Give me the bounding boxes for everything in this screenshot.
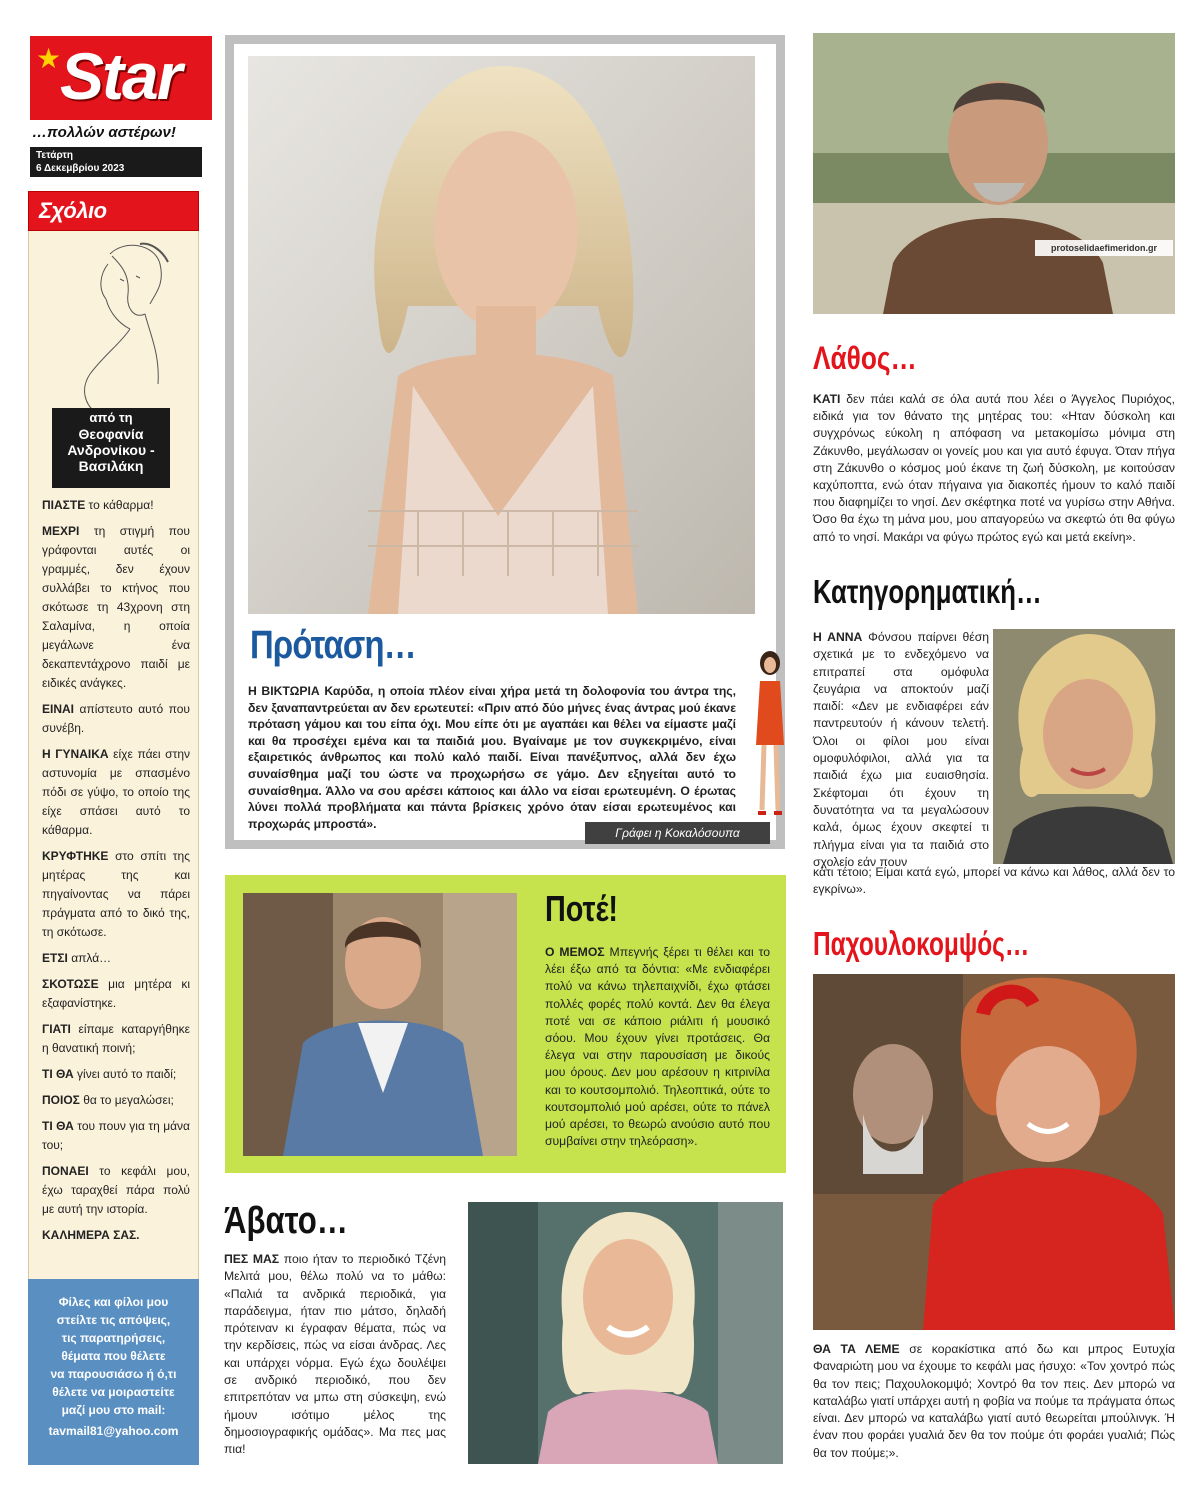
katigorimatiki-text-continued: κάτι τέτοιο; Είμαι κατά εγώ, μπορεί να κάνω και λάθος, αλλά δεν το εγκρίνω». — [813, 865, 1175, 897]
author-sketch — [50, 234, 180, 414]
author-box — [52, 408, 170, 488]
photo-jenny-melita — [468, 1202, 783, 1464]
author-from: από τη — [89, 410, 133, 425]
kokalosoupa-illustration — [746, 645, 790, 825]
lathos-title: Λάθος… — [813, 340, 917, 376]
author-name-line-1: Θεοφανία — [78, 426, 144, 442]
photo-memos-begnis — [243, 893, 517, 1156]
comment-paragraph: ΜΕΧΡΙ τη στιγμή που γράφονται αυτές οι γραμμές, δεν έχουν συλλάβει το κτήνος που σκότωσε τη 43χρονη στη Σαλαμίνα, η οποία μεγάλωνε ένα δεκαπεντάχρονο παιδί με ειδικές ανάγκες. — [42, 524, 190, 690]
comment-paragraph: ΠΙΑΣΤΕ το κάθαρμα! — [42, 498, 154, 512]
photo-angelos-pyriochos — [813, 33, 1175, 314]
issue-date: 6 Δεκεμβρίου 2023 — [36, 163, 125, 174]
tagline: …πολλών αστέρων! — [32, 124, 176, 141]
logo-text: Star — [60, 39, 181, 113]
comment-paragraph: ΠΟΝΑΕΙ το κεφάλι μου, έχω ταραχθεί πάρα πολύ με αυτή την ιστορία. — [42, 1164, 190, 1216]
comment-header — [28, 191, 199, 231]
pote-title: Ποτέ! — [545, 888, 619, 929]
protasi-title: Πρόταση… — [250, 623, 416, 667]
comment-paragraph: ΠΟΙΟΣ θα το μεγαλώσει; — [42, 1093, 174, 1107]
photo-anna-fonsou — [993, 629, 1175, 864]
comment-title: Σχόλιο — [39, 198, 107, 223]
paxouloko-title: Παχουλοκομψός… — [813, 925, 1030, 962]
avato-text: ΠΕΣ ΜΑΣ ποιο ήταν το περιοδικό Τζένη Μελιτά μου, θέλω πολύ να το μάθω: «Παλιά τα ανδρικά περιοδικά, για παράδειγμα, ήταν πιο μάτσο, δηλαδή πρότειναν κι έγραφαν θέματα, πώς να την κερδίσεις, πώς να είσαι άνδρας. Λες και υπάρχει νόρμα. Εγώ έχω δουλέψει σε ανδρικό περιοδικό, που δεν επιτρεπόταν να μπω στη σύσκεψη, ενώ ήμουν ισότιμο μέλος της δημοσιογραφικής ομάδας». Μα πες μας πια! — [224, 1252, 446, 1457]
star-logo — [30, 36, 212, 120]
comment-signoff: ΚΑΛΗΜΕΡΑ ΣΑΣ. — [42, 1228, 140, 1242]
katigorimatiki-text: Η ΑΝΝΑ Φόνσου παίρνει θέση σχετικά με το ενδεχόμενο να επιτραπεί στα ομόφυλα ζευγάρια να αποκτούν μαζί παιδί: «Δεν με ενδιαφέρει εάν παντρευτούν ή κάνουν τελετή. Όλοι οι φίλοι μου είναι ομοφυλόφιλοι, αλλά για τα παιδιά έχω μια ευαισθησία. Σκέφτομαι ότι έχουν τη δυνατότητα να τα μεγαλώσουν καλά, όμως έχουν σκεφτεί τι πλήγμα είναι για τα παιδιά στο σχολείο εάν πουν — [813, 630, 989, 869]
date-box — [30, 147, 202, 177]
comment-paragraph: ΤΙ ΘΑ γίνει αυτό το παιδί; — [42, 1067, 177, 1081]
contact-line: μαζί μου στο mail: — [61, 1403, 166, 1417]
contact-email[interactable]: tavmail81@yahoo.com — [48, 1424, 179, 1438]
comment-paragraph: ΕΙΝΑΙ απίστευτο αυτό που συνέβη. — [42, 702, 190, 735]
issue-day: Τετάρτη — [36, 150, 73, 161]
author-byline: Γράφει η Κοκαλόσουπα — [585, 822, 770, 844]
author-name-line-3: Βασιλάκη — [78, 458, 144, 474]
comment-paragraph: Η ΓΥΝΑΙΚΑ είχε πάει στην αστυνομία με σπασμένο πόδι σε γύψο, το οποίο της είχε σπάσει αυτό το κάθαρμα. — [42, 747, 190, 837]
contact-line: να παρουσιάσω ή ό,τι — [50, 1367, 177, 1381]
contact-box — [28, 1279, 199, 1465]
photo-eftychia-fanarioti — [813, 974, 1175, 1330]
comment-text — [42, 496, 190, 1252]
lathos-text: ΚΑΤΙ δεν πάει καλά σε όλα αυτά που λέει ο Άγγελος Πυριόχος, ειδικά για τον θάνατο της μητέρας του: «Ηταν δύσκολη και συγχρόνως εύκολη η απόφαση να μετακομίσω μόνιμα στη Ζάκυνθο, μεγάλωσαν οι γονείς μου και για αυτό έφυγα. Όταν πήγα στη Ζάκυνθο ο κόσμος μού έκανε τη ζωή δύσκολη, με κοιτούσαν καχύποπτα, ενώ όταν πήγαινα για διακοπές ήμουν το καλό παιδί που διαφημίζει το νησί. Δεν σκέφτηκα ποτέ να γυρίσω στην Αθήνα. Όσο θα έχω τη μάνα μου, μου απαγορεύω να σκεφτώ ότι θα φύγω από το νησί. Μακάρι να φύγω πρώτος εγώ και μετά εκείνη». — [813, 392, 1175, 544]
avato-title: Άβατο… — [224, 1200, 348, 1242]
katigorimatiki-title: Κατηγορηματική… — [813, 573, 1042, 610]
comment-paragraph: ΕΤΣΙ απλά… — [42, 951, 112, 965]
pote-text: Ο ΜΕΜΟΣ Μπεγνής ξέρει τι θέλει και το λέει έξω από τα δόντια: «Με ενδιαφέρει πολύ να κάνω τηλεπαιχνίδι, έχω φτάσει πολλές φορές πολύ κοντά. Δεν θα έλεγα ποτέ ναι σε κάποιο ριάλιτι ή μουσικό σόου. Μου έχουν γίνει προτάσεις. Θα έλεγα ναι στην παρουσίαση με δικούς μου όρους. Δεν μου αρέσουν η κιτρινίλα και το κουτσομπολιό. Τηλεοπτικά, ούτε το κουτσομπολιό μού αρέσει, ούτε το πάνελ μού αρέσει, το θεωρώ ανούσιο αυτό που συμβαίνει στην τηλεόραση». — [545, 945, 770, 1149]
author-name-line-2: Ανδρονίκου - — [67, 442, 155, 458]
photo-viktoria-karyda — [248, 56, 755, 614]
contact-line: τις παρατηρήσεις, — [61, 1331, 166, 1345]
comment-paragraph: ΓΙΑΤΙ είπαμε καταργήθηκε η θανατική ποινή; — [42, 1022, 190, 1055]
comment-paragraph: ΤΙ ΘΑ του πουν για τη μάνα του; — [42, 1119, 190, 1152]
protasi-text: Η ΒΙΚΤΩΡΙΑ Καρύδα, η οποία πλέον είναι χήρα μετά τη δολοφονία του άντρα της, δεν ξαναπαντρεύεται αν δεν ερωτευτεί: «Πριν από δύο μήνες ένας άντρας μού έκανε πρόταση γάμου και του είπα όχι. Μου είπε ότι με αγαπάει και θέλει να είμαστε μαζί και θα προσέχει εμένα και τα παιδιά μου. Βγαίναμε με τον συγκεκριμένο, είναι εξαιρετικός άνθρωπος και πολύ καλό παιδί. Είναι πανέξυπνος, αλλά δεν έχω συναίσθημα μαζί του ώστε να προχωρήσω σε γάμο. Δεν εξηγείται αυτό το συναίσθημα. Άλλο να σου αρέσει κάποιος και άλλο να είσαι ερωτευμένη. Ο έρωτας λύνει πολλά προβλήματα και πάντα βρίσκεις χρόνο όταν είσαι ερωτευμένος και προχωράς μπροστά». — [248, 684, 736, 831]
contact-line: στείλτε τις απόψεις, — [56, 1313, 171, 1327]
contact-line: Φίλες και φίλοι μου — [58, 1295, 169, 1309]
photo-credit: protoselidaefimeridon.gr — [1035, 240, 1173, 256]
star-icon: ★ — [36, 43, 62, 74]
comment-paragraph: ΚΡΥΦΤΗΚΕ στο σπίτι της μητέρας της και πηγαίνοντας να πάρει πράγματα από το δικό της, τη σκότωσε. — [42, 849, 190, 939]
paxouloko-text: ΘΑ ΤΑ ΛΕΜΕ σε κορακίστικα από δω και μπρος Ευτυχία Φαναριώτη μου να έχουμε το κεφάλι μας ήσυχο: «Τον χοντρό πώς θα τον πεις; Παχουλοκομψό; Χοντρό θα τον πεις. Δεν μπορώ να καταλάβω γιατί υπάρχει αυτή η φοβία να πούμε τα πράγματα όπως είναι. Δεν μπορώ να καταλάβω γιατί αυτό θεωρείται μπούλινγκ. Ή έναν που φοράει γυαλιά δεν θα τον πούμε ότι φοράει γυαλιά; Πώς θα τον πούμε;». — [813, 1342, 1175, 1460]
contact-line: θέλετε να μοιραστείτε — [52, 1385, 175, 1399]
comment-paragraph: ΣΚΟΤΩΣΕ μια μητέρα κι εξαφανίστηκε. — [42, 977, 190, 1010]
contact-line: θέματα που θέλετε — [61, 1349, 166, 1363]
